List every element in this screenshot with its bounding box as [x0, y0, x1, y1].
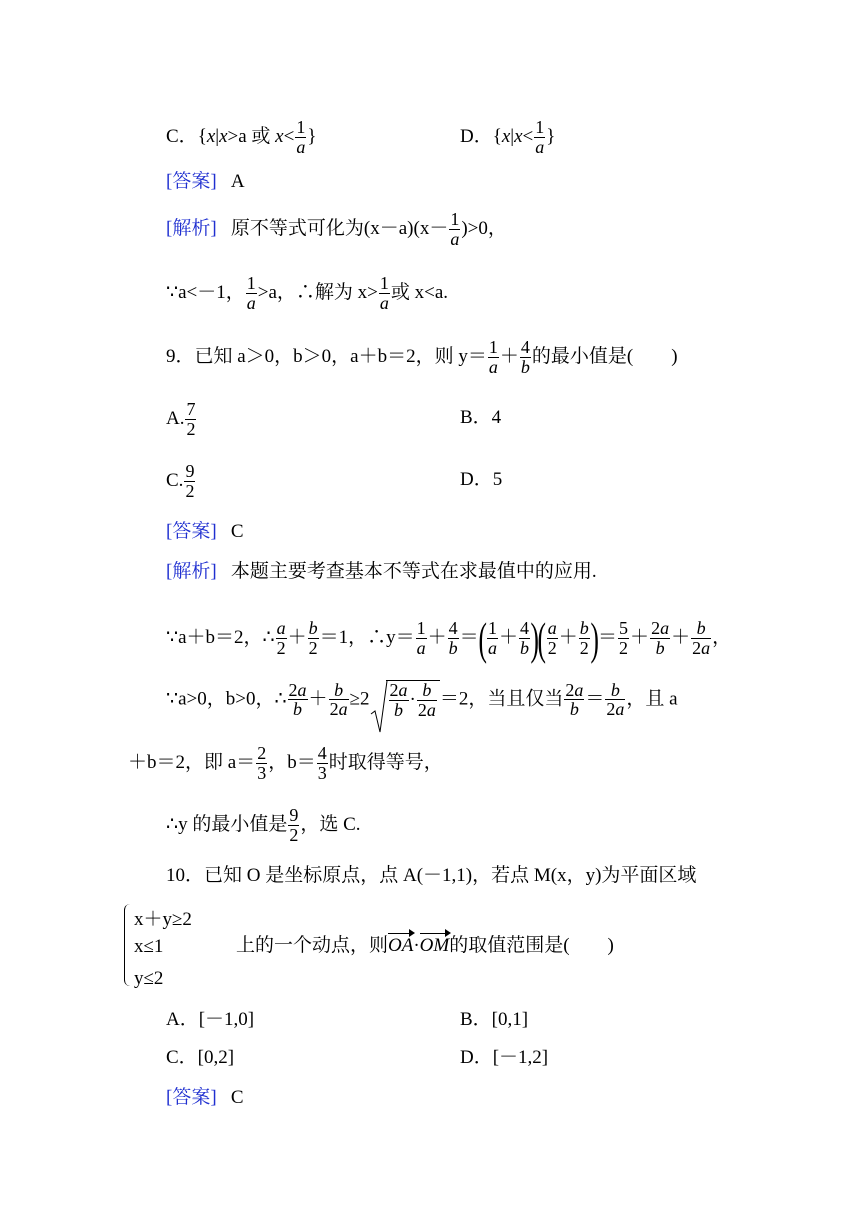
fraction — [417, 681, 437, 720]
option-label: C． — [166, 125, 198, 147]
text: ，且 a — [626, 688, 678, 710]
denominator: a — [379, 292, 389, 313]
denominator: 2 — [579, 638, 589, 659]
text: { — [492, 125, 502, 147]
fraction — [295, 118, 306, 157]
numerator: b — [605, 681, 625, 701]
text: ＝1，∴y＝ — [319, 627, 415, 649]
fraction — [288, 681, 308, 720]
q8-option-d — [460, 118, 555, 157]
fraction — [487, 619, 498, 658]
text: ，b＝ — [268, 751, 316, 773]
numerator: 1 — [379, 273, 389, 293]
text: 时取得等号， — [328, 751, 443, 773]
paren: ) — [530, 613, 539, 664]
constraint-1: x＋y≥2 — [134, 909, 192, 930]
numerator: a — [547, 618, 557, 639]
paren: ) — [590, 613, 599, 664]
text: ，选 C. — [300, 813, 361, 835]
text: ∴y 的最小值是 — [166, 813, 288, 835]
numerator: 4 — [520, 618, 530, 639]
text: 的取值范围是( ) — [449, 935, 614, 956]
numerator: 4 — [317, 743, 327, 763]
denominator: 2 — [547, 638, 557, 659]
denominator: 2 — [276, 638, 286, 659]
text: )>0， — [461, 217, 507, 239]
fraction — [184, 462, 195, 501]
text: >a，∴解为 x> — [257, 281, 378, 303]
text: ＝ — [585, 688, 605, 710]
text: < — [283, 125, 295, 147]
q9-analysis-line0 — [166, 562, 597, 581]
q9-answer — [166, 522, 244, 541]
option-label: C. — [166, 469, 184, 491]
fraction — [288, 806, 299, 845]
paren: ( — [478, 613, 487, 664]
q8-answer — [166, 172, 245, 191]
text: ＋b＝2，即 a＝ — [128, 751, 256, 773]
fraction — [256, 744, 267, 783]
text: ＝2，当且仅当 — [439, 688, 564, 710]
vector-om: OM — [419, 935, 450, 956]
denominator: 3 — [257, 762, 267, 783]
q10-option-c: C．[0,2] — [166, 1047, 235, 1068]
text: } — [307, 125, 317, 147]
denominator: b — [655, 638, 665, 659]
numerator: 1 — [535, 117, 545, 137]
fraction — [691, 619, 711, 658]
answer-value: C — [230, 521, 244, 542]
q9-option-c — [166, 462, 196, 501]
option-label: D． — [460, 125, 493, 147]
denominator: a — [416, 638, 426, 659]
text: { — [197, 125, 207, 147]
denominator: a — [296, 136, 306, 157]
denominator: a — [535, 136, 545, 157]
numerator: 2a — [288, 679, 307, 700]
q10-option-d: D．[－1,2] — [460, 1047, 549, 1068]
numerator: b — [691, 619, 711, 639]
q9-analysis-line4 — [166, 806, 361, 845]
numerator: 9 — [185, 461, 195, 481]
text: · — [413, 935, 420, 956]
text: | — [215, 125, 220, 147]
brace — [124, 904, 131, 986]
numerator: 2a — [565, 679, 584, 700]
numerator: 1 — [488, 618, 498, 639]
q8-option-c — [166, 118, 316, 157]
numerator: 2a — [389, 680, 408, 700]
text: x — [206, 125, 216, 147]
denominator: a — [450, 228, 460, 249]
answer-value: A — [230, 171, 245, 192]
numerator: 1 — [246, 273, 256, 293]
denominator: a — [246, 292, 256, 313]
fraction — [317, 744, 328, 783]
numerator: 1 — [296, 117, 306, 137]
denominator: 2 — [185, 480, 195, 501]
denominator: a — [488, 638, 498, 659]
numerator: 2 — [257, 743, 267, 763]
fraction — [650, 619, 670, 658]
fraction — [276, 619, 287, 658]
fraction — [448, 619, 459, 658]
denominator: 2a — [606, 699, 625, 720]
text: 9．已知 a＞0，b＞0，a＋b＝2，则 y＝ — [166, 345, 487, 367]
fraction — [534, 118, 545, 157]
answer-tag: [答案] — [166, 1087, 217, 1108]
numerator: 7 — [186, 399, 196, 419]
q9-option-b: B．4 — [460, 407, 502, 428]
analysis-tag: [解析] — [166, 561, 217, 582]
numerator: 4 — [520, 337, 530, 357]
text: x — [501, 125, 511, 147]
denominator: 2 — [186, 418, 196, 439]
q10-option-b: B．[0,1] — [460, 1009, 529, 1030]
fraction — [449, 210, 460, 249]
text: < — [522, 125, 534, 147]
text: >a 或 — [227, 125, 276, 147]
numerator: 1 — [450, 209, 460, 229]
q10-answer — [166, 1088, 244, 1107]
vector-oa: OA — [388, 935, 414, 956]
constraint-2: x≤1 — [134, 936, 164, 957]
fraction — [488, 338, 499, 377]
text: 的最小值是( ) — [531, 345, 678, 367]
numerator: b — [308, 618, 318, 639]
denominator: b — [569, 699, 579, 720]
q9-option-a — [166, 400, 197, 439]
numerator: b — [417, 681, 437, 701]
text: ∵a＋b＝2，∴ — [166, 627, 275, 649]
numerator: 5 — [619, 618, 629, 639]
denominator: 2 — [308, 638, 318, 659]
text: x — [514, 125, 523, 147]
fraction — [605, 681, 625, 720]
text: x — [219, 125, 228, 147]
answer-tag: [答案] — [166, 171, 217, 192]
fraction — [329, 681, 349, 720]
fraction — [519, 619, 530, 658]
q9-option-d: D．5 — [460, 469, 503, 490]
answer-value: C — [230, 1087, 244, 1108]
q10-stem-2 — [236, 936, 614, 955]
text: } — [546, 125, 556, 147]
answer-tag: [答案] — [166, 521, 217, 542]
fraction — [379, 274, 390, 313]
numerator: b — [329, 681, 349, 701]
constraint-system — [122, 896, 212, 992]
constraint-3: y≤2 — [134, 968, 164, 989]
q9-stem — [166, 338, 678, 377]
numerator: 4 — [448, 618, 458, 639]
text: x — [275, 125, 284, 147]
numerator: 1 — [416, 618, 426, 639]
numerator: b — [579, 618, 589, 639]
text: ≥2 — [349, 688, 370, 710]
text: | — [510, 125, 515, 147]
option-label: A. — [166, 407, 185, 429]
square-root: $\frac{2a}{b}$ · $\frac{b}{2a}$ — [370, 680, 440, 720]
denominator: 3 — [317, 762, 327, 783]
fraction — [308, 619, 319, 658]
numerator: a — [276, 618, 286, 639]
fraction — [389, 681, 409, 720]
fraction — [416, 619, 427, 658]
q9-analysis-line2: ∵a>0，b>0，∴ $\frac{2a}{b}$ ＋ $\frac{b}{2a}$ ≥2 $\frac{2a}{b}$ · $\frac{b}{2a}$ ＝2，当且仅当 $\frac{2a}{b}$ ＝ $\frac{b}{2a}$ ，且 a — [166, 680, 678, 720]
denominator: b — [448, 638, 458, 659]
denominator: b — [520, 638, 530, 659]
denominator: b — [293, 699, 303, 720]
fraction — [246, 274, 257, 313]
text: 本题主要考查基本不等式在求最值中的应用. — [230, 561, 597, 582]
denominator: 2a — [692, 638, 711, 659]
fraction — [579, 619, 590, 658]
denominator: 2 — [619, 638, 629, 659]
q8-analysis-line1 — [166, 210, 507, 249]
fraction — [618, 619, 629, 658]
text: 上的一个动点，则 — [236, 935, 389, 956]
q8-analysis-line2 — [166, 274, 448, 313]
text: ∵a>0，b>0，∴ — [166, 688, 287, 710]
denominator: a — [488, 356, 498, 377]
text: ∵a<－1， — [166, 281, 245, 303]
numerator: 1 — [488, 337, 498, 357]
denominator: b — [394, 699, 403, 720]
denominator: 2a — [329, 699, 348, 720]
q10-option-a: A．[－1,0] — [166, 1009, 255, 1030]
text: 或 x<a. — [390, 281, 449, 303]
fraction — [564, 681, 584, 720]
numerator: 2a — [651, 618, 670, 639]
text: 原不等式可化为(x－a)(x－ — [230, 217, 449, 239]
q9-analysis-line3 — [128, 744, 443, 783]
text: ＋ — [499, 345, 519, 367]
fraction — [547, 619, 558, 658]
denominator: b — [520, 356, 530, 377]
fraction — [185, 400, 196, 439]
q9-analysis-line1: ∵a＋b＝2，∴ $\frac{a}{2}$ ＋ $\frac{b}{2}$ ＝1，∴y＝ $\frac{1}{a}$ ＋ $\frac{4}{b}$ ＝( $\frac{1}{a}$ ＋ $\frac{4}{b}$ )( $\frac{a}{2}$ ＋ $\frac{b}{2}$ )＝ $\frac{5}{2}$ ＋ $\frac{2a}{b}$ ＋ $\frac{b}{2a}$ ， — [166, 613, 732, 664]
fraction — [520, 338, 531, 377]
denominator: 2 — [289, 824, 299, 845]
denominator: 2a — [417, 699, 436, 720]
q10-stem: 10．已知 O 是坐标原点，点 A(－1,1)，若点 M(x，y)为平面区域 — [166, 865, 697, 886]
analysis-tag: [解析] — [166, 217, 217, 239]
numerator: 9 — [289, 805, 299, 825]
paren: ( — [537, 613, 547, 664]
